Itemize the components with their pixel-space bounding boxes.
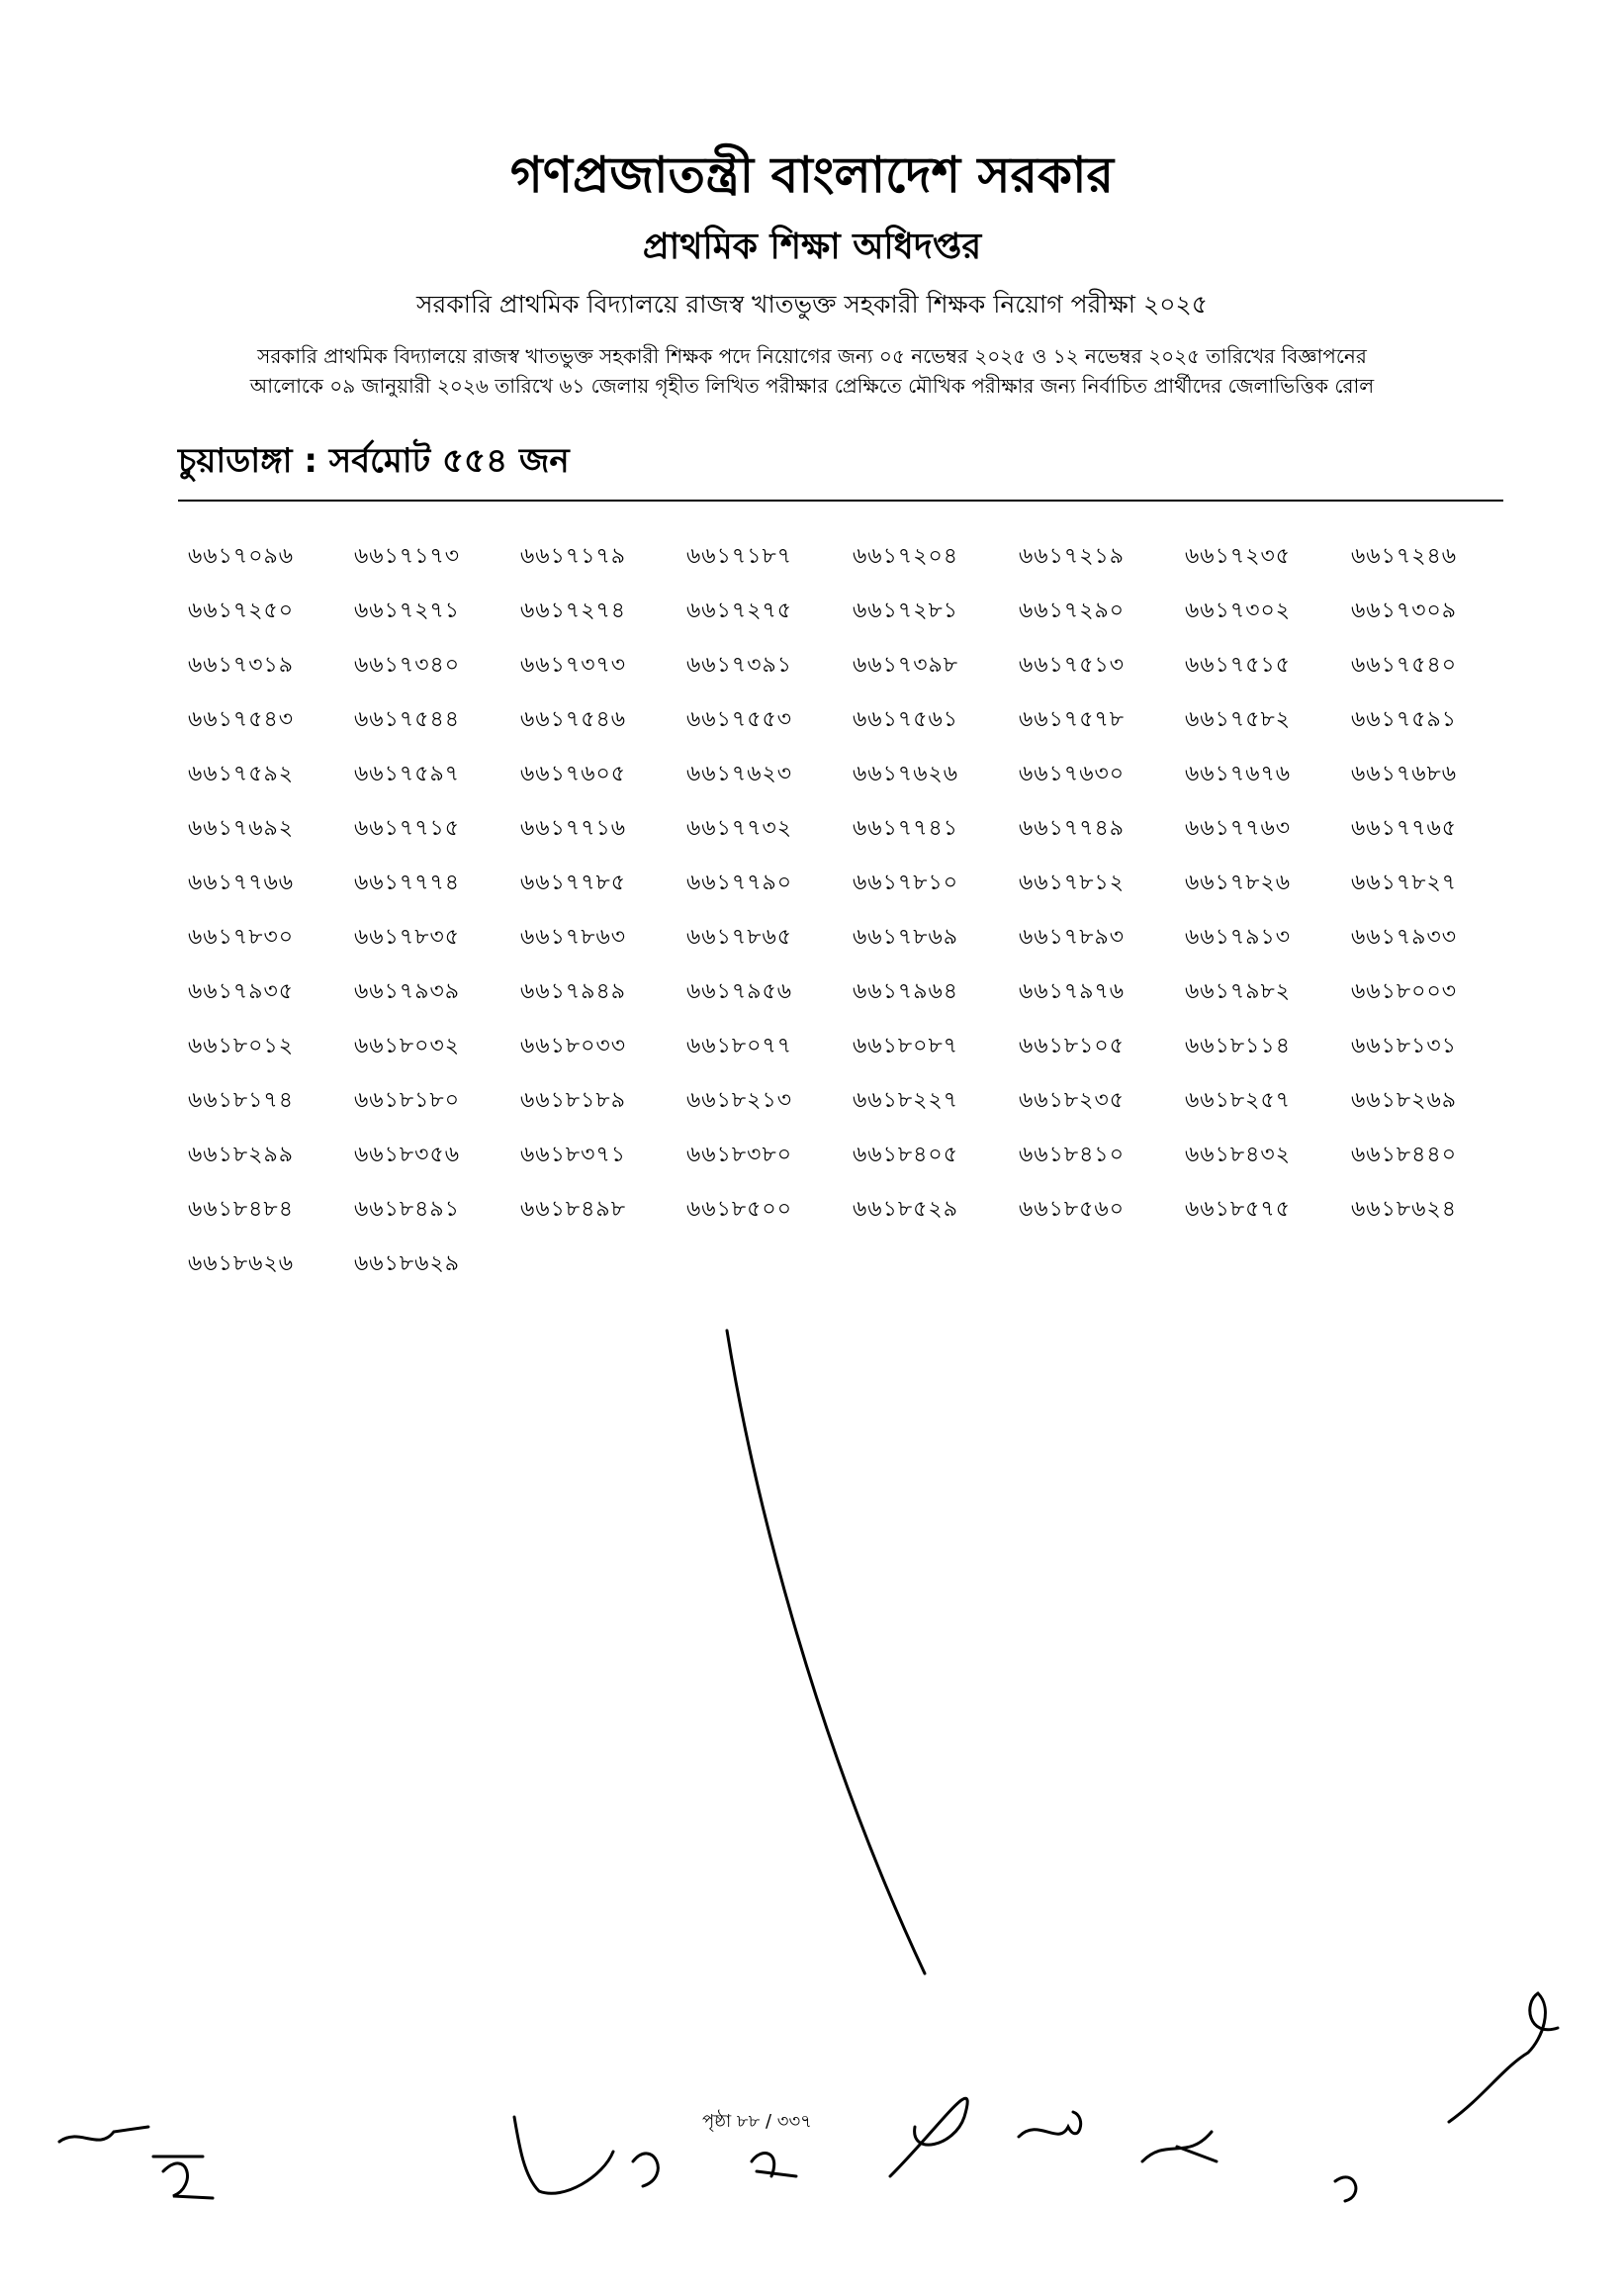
roll-number: ৬৬১৭২৯০ <box>1019 598 1126 623</box>
notice-line-2: আলোকে ০৯ জানুয়ারী ২০২৬ তারিখে ৬১ জেলায় গৃহীত লিখিত পরীক্ষার প্রেক্ষিতে মৌখিক পরীক্ষার জন্য নির্বাচিত প্রার্থীদের জেলাভিত্তিক রোল <box>249 374 1375 398</box>
roll-number: ৬৬১৭৫৬১ <box>853 707 959 732</box>
roll-number: ৬৬১৭৬৮৬ <box>1351 762 1458 786</box>
signature-7 <box>1335 2177 1356 2201</box>
roll-number: ৬৬১৭৮৯৩ <box>1019 925 1126 950</box>
roll-number: ৬৬১৮১০৫ <box>1019 1034 1126 1058</box>
roll-number: ৬৬১৮২৫৭ <box>1185 1088 1292 1113</box>
government-title: গণপ্রজাতন্ত্রী বাংলাদেশ সরকার <box>510 146 1114 204</box>
roll-number: ৬৬১৭৩৯৮ <box>853 653 959 678</box>
roll-number: ৬৬১৮৪৯১ <box>354 1197 460 1222</box>
roll-number: ৬৬১৭৬৭৬ <box>1185 762 1292 786</box>
roll-number: ৬৬১৭৫৫৩ <box>686 707 793 732</box>
roll-number: ৬৬১৭৭১৫ <box>354 816 461 841</box>
roll-number: ৬৬১৭৩০২ <box>1185 598 1292 623</box>
roll-number: ৬৬১৭৭৭৪ <box>354 871 461 895</box>
roll-number: ৬৬১৭৯৮২ <box>1185 979 1292 1004</box>
roll-number: ৬৬১৮৩৫৬ <box>354 1143 461 1167</box>
notice-line-1: সরকারি প্রাথমিক বিদ্যালয়ে রাজস্ব খাতভুক্ত সহকারী শিক্ষক পদে নিয়োগের জন্য ০৫ নভেম্বর ২০২৫ ও ১২ নভেম্বর ২০২৫ তারিখের বিজ্ঞাপনের <box>257 344 1367 368</box>
roll-number: ৬৬১৮১১৪ <box>1185 1034 1291 1058</box>
roll-number: ৬৬১৭৫৪৪ <box>354 707 461 732</box>
roll-number: ৬৬১৭১৮৭ <box>686 544 793 569</box>
roll-number: ৬৬১৭৯৬৪ <box>853 979 959 1004</box>
roll-number: ৬৬১৮০৮৭ <box>853 1034 959 1058</box>
roll-number: ৬৬১৭৮১২ <box>1019 871 1126 895</box>
district-heading: চুয়াডাঙ্গা : সর্বমোট ৫৫৪ জন <box>178 441 570 481</box>
roll-number: ৬৬১৮৫৬০ <box>1019 1197 1126 1222</box>
roll-number: ৬৬১৭২৭৪ <box>520 598 627 623</box>
roll-number: ৬৬১৭৭৬৫ <box>1351 816 1458 841</box>
roll-number: ৬৬১৭৯৫৬ <box>686 979 793 1004</box>
roll-number: ৬৬১৭৯৩৯ <box>354 979 461 1004</box>
roll-number: ৬৬১৭৫৯২ <box>188 762 295 786</box>
roll-number: ৬৬১৮৪৯৮ <box>520 1197 626 1222</box>
roll-number: ৬৬১৮৪০৫ <box>853 1143 959 1167</box>
signature-2 <box>514 2117 613 2193</box>
roll-number: ৬৬১৮২১৩ <box>686 1088 793 1113</box>
roll-number: ৬৬১৭৮১০ <box>853 871 959 895</box>
roll-number: ৬৬১৮০০৩ <box>1351 979 1458 1004</box>
roll-number: ৬৬১৭৫৪৩ <box>188 707 295 732</box>
roll-number: ৬৬১৮০৩৩ <box>520 1034 627 1058</box>
roll-number: ৬৬১৭১৭৩ <box>354 544 461 569</box>
roll-number: ৬৬১৮০১২ <box>188 1034 295 1058</box>
signature-6 <box>1142 2132 1217 2161</box>
roll-number: ৬৬১৭২০৪ <box>853 544 959 569</box>
roll-number: ৬৬১৭৮৩০ <box>188 925 295 950</box>
roll-number: ৬৬১৭৫৮২ <box>1185 707 1292 732</box>
exam-title: সরকারি প্রাথমিক বিদ্যালয়ে রাজস্ব খাতভুক্ত সহকারী শিক্ষক নিয়োগ পরীক্ষা ২০২৫ <box>416 290 1208 319</box>
roll-number: ৬৬১৭২৫০ <box>188 598 295 623</box>
roll-number: ৬৬১৭৯৭৬ <box>1019 979 1126 1004</box>
roll-number: ৬৬১৭৮৬৩ <box>520 925 627 950</box>
roll-number: ৬৬১৭২৭৫ <box>686 598 793 623</box>
roll-number: ৬৬১৭৭৪১ <box>853 816 959 841</box>
roll-number: ৬৬১৭৫৭৮ <box>1019 707 1126 732</box>
roll-number: ৬৬১৮০৩২ <box>354 1034 461 1058</box>
roll-number: ৬৬১৭২১৯ <box>1019 544 1126 569</box>
roll-number: ৬৬১৭৬২৬ <box>853 762 959 786</box>
roll-number: ৬৬১৭৫৪০ <box>1351 653 1458 678</box>
roll-number: ৬৬১৮১৮৯ <box>520 1088 626 1113</box>
roll-number: ৬৬১৮১৩১ <box>1351 1034 1458 1058</box>
roll-number: ৬৬১৮৬২৬ <box>188 1251 295 1276</box>
roll-number: ৬৬১৮২৯৯ <box>188 1143 295 1167</box>
roll-number: ৬৬১৭৮৬৫ <box>686 925 793 950</box>
roll-number: ৬৬১৭২৭১ <box>354 598 461 623</box>
diagonal-pen-stroke <box>727 1331 925 1974</box>
roll-number: ৬৬১৮৫৭৫ <box>1185 1197 1292 1222</box>
roll-number: ৬৬১৭৬২৩ <box>686 762 793 786</box>
signature-4 <box>890 2098 967 2176</box>
signature-5 <box>1019 2112 1081 2137</box>
roll-number: ৬৬১৭৭১৬ <box>520 816 627 841</box>
roll-number: ৬৬১৮২৬৯ <box>1351 1088 1458 1113</box>
roll-number: ৬৬১৭২৮১ <box>853 598 959 623</box>
roll-number: ৬৬১৭৩১৯ <box>188 653 295 678</box>
roll-number: ৬৬১৭৯৪৯ <box>520 979 627 1004</box>
roll-number: ৬৬১৭৬০৫ <box>520 762 627 786</box>
roll-number: ৬৬১৮২৩৫ <box>1019 1088 1126 1113</box>
page-number: পৃষ্ঠা ৮৮ / ৩৩৭ <box>702 2111 812 2132</box>
roll-number: ৬৬১৭৭৬৩ <box>1185 816 1292 841</box>
roll-number: ৬৬১৭৭৯০ <box>686 871 793 895</box>
roll-number: ৬৬১৭৮৬৯ <box>853 925 959 950</box>
roll-number: ৬৬১৭২৪৬ <box>1351 544 1458 569</box>
roll-number: ৬৬১৭০৯৬ <box>188 544 295 569</box>
roll-number: ৬৬১৭৩৭৩ <box>520 653 627 678</box>
signature-1 <box>59 2127 213 2198</box>
roll-number: ৬৬১৮৬২৪ <box>1351 1197 1458 1222</box>
roll-number: ৬৬১৭৭৬৬ <box>188 871 295 895</box>
roll-number: ৬৬১৭৫১৫ <box>1185 653 1292 678</box>
signature-8 <box>1449 1993 1558 2122</box>
roll-number: ৬৬১৭২৩৫ <box>1185 544 1292 569</box>
roll-number: ৬৬১৮৪৩২ <box>1185 1143 1292 1167</box>
roll-number: ৬৬১৭৫৪৬ <box>520 707 627 732</box>
roll-number: ৬৬১৮৫২৯ <box>853 1197 959 1222</box>
roll-number: ৬৬১৭৯৩৫ <box>188 979 295 1004</box>
roll-number: ৬৬১৮৪১০ <box>1019 1143 1126 1167</box>
roll-number: ৬৬১৭৭৪৯ <box>1019 816 1126 841</box>
roll-number: ৬৬১৭৭৮৫ <box>520 871 627 895</box>
roll-number: ৬৬১৭৯১৩ <box>1185 925 1292 950</box>
roll-number: ৬৬১৭৮২৬ <box>1185 871 1292 895</box>
roll-number: ৬৬১৮১৮০ <box>354 1088 461 1113</box>
roll-number: ৬৬১৮৬২৯ <box>354 1251 461 1276</box>
roll-number: ৬৬১৮১৭৪ <box>188 1088 295 1113</box>
roll-number: ৬৬১৭৫১৩ <box>1019 653 1126 678</box>
department-title: প্রাথমিক শিক্ষা অধিদপ্তর <box>642 227 982 267</box>
roll-number: ৬৬১৭১৭৯ <box>520 544 627 569</box>
roll-number: ৬৬১৭৩৪০ <box>354 653 461 678</box>
roll-number: ৬৬১৭৫৯৭ <box>354 762 461 786</box>
roll-number: ৬৬১৮০৭৭ <box>686 1034 793 1058</box>
roll-number: ৬৬১৭৭৩২ <box>686 816 793 841</box>
roll-number: ৬৬১৮৩৮০ <box>686 1143 793 1167</box>
roll-number: ৬৬১৭৬৯২ <box>188 816 295 841</box>
roll-number: ৬৬১৮৪৪০ <box>1351 1143 1458 1167</box>
signature-3 <box>633 2154 796 2186</box>
roll-number: ৬৬১৭৩৯১ <box>686 653 793 678</box>
roll-number: ৬৬১৭৩০৯ <box>1351 598 1458 623</box>
roll-number: ৬৬১৮৪৮৪ <box>188 1197 294 1222</box>
roll-number: ৬৬১৮৩৭১ <box>520 1143 627 1167</box>
roll-number: ৬৬১৭৮২৭ <box>1351 871 1458 895</box>
roll-number: ৬৬১৭৯৩৩ <box>1351 925 1458 950</box>
roll-number: ৬৬১৭৬৩০ <box>1019 762 1126 786</box>
roll-number: ৬৬১৭৮৩৫ <box>354 925 461 950</box>
roll-number: ৬৬১৮২২৭ <box>853 1088 959 1113</box>
roll-number: ৬৬১৭৫৯১ <box>1351 707 1458 732</box>
roll-number: ৬৬১৮৫০০ <box>686 1197 793 1222</box>
